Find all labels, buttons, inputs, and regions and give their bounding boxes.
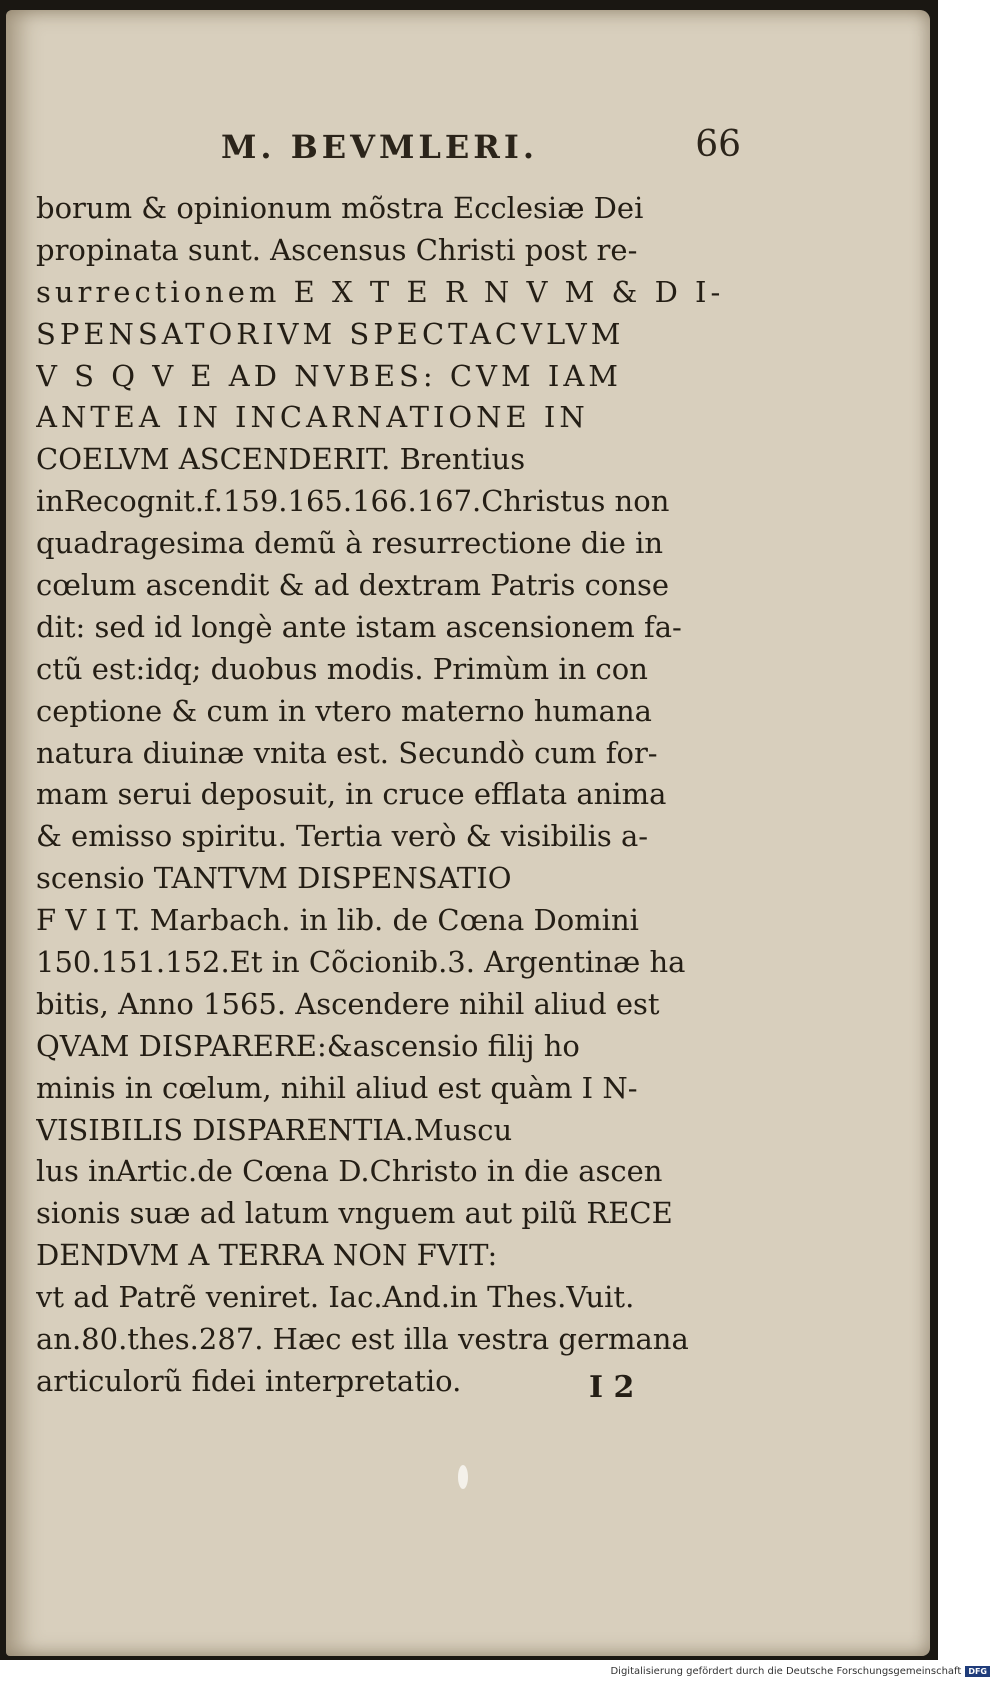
body-text — [36, 188, 736, 1403]
text-line: articulorũ fidei interpretatio. — [36, 1363, 462, 1398]
dfg-logo-icon: DFG — [965, 1666, 990, 1677]
text-line: ceptione & cum in vtero materno humana — [36, 693, 652, 728]
text-line: minis in cœlum, nihil aliud est quàm I N- — [36, 1070, 638, 1105]
text-line: mam serui deposuit, in cruce efflata anima — [36, 777, 667, 812]
book-page — [6, 10, 930, 1656]
text-line: surrectionem E X T E R N V M & D I- — [36, 274, 725, 309]
text-line: DENDVM A TERRA NON FVIT: — [36, 1238, 498, 1273]
text-line: ANTEA IN INCARNATIONE IN — [36, 400, 589, 435]
text-line: cœlum ascendit & ad dextram Patris conse — [36, 568, 670, 603]
signature-mark: I 2 — [589, 1370, 635, 1405]
text-line: scensio TANTVM DISPENSATIO — [36, 861, 512, 896]
text-line: COELVM ASCENDERIT. Brentius — [36, 442, 526, 477]
text-line: QVAM DISPARERE:&ascensio filij ho — [36, 1028, 580, 1063]
text-line: F V I T. Marbach. in lib. de Cœna Domini — [36, 903, 639, 938]
footer-credit: Digitalisierung gefördert durch die Deutsche Forschungsgemeinschaft — [610, 1666, 962, 1677]
page-header — [221, 124, 741, 178]
text-line: an.80.thes.287. Hæc est illa vestra germana — [36, 1322, 689, 1357]
text-line: V S Q V E AD NVBES: CVM IAM — [36, 358, 622, 393]
text-line: SPENSATORIVM SPECTACVLVM — [36, 316, 625, 351]
digitization-footer — [610, 1666, 990, 1677]
text-line: VISIBILIS DISPARENTIA.Muscu — [36, 1112, 513, 1147]
text-line: bitis, Anno 1565. Ascendere nihil aliud est — [36, 986, 660, 1021]
text-line: lus inArtic.de Cœna D.Christo in die ascen — [36, 1154, 663, 1189]
text-line: 150.151.152.Et in Cõcionib.3. Argentinæ ha — [36, 945, 686, 980]
text-line: propinata sunt. Ascensus Christi post re- — [36, 232, 638, 267]
text-line: borum & opinionum mõstra Ecclesiæ Dei — [36, 191, 644, 225]
paper-spot — [458, 1465, 468, 1489]
text-line: ctũ est:idq; duobus modis. Primùm in con — [36, 651, 648, 686]
text-line: sionis suæ ad latum vnguem aut pilũ RECE — [36, 1196, 673, 1231]
text-line: natura diuinæ vnita est. Secundò cum for- — [36, 735, 658, 770]
text-line: dit: sed id longè ante istam ascensionem fa- — [36, 609, 682, 644]
running-head: M. BEVMLERI. — [221, 128, 538, 166]
page-number: 66 — [695, 124, 741, 165]
text-line: quadragesima demũ à resurrectione die in — [36, 526, 664, 561]
text-line: & emisso spiritu. Tertia verò & visibilis a- — [36, 819, 649, 854]
text-line: inRecognit.f.159.165.166.167.Christus non — [36, 484, 670, 519]
text-line: vt ad Patrẽ veniret. Iac.And.in Thes.Vuit. — [36, 1280, 635, 1315]
